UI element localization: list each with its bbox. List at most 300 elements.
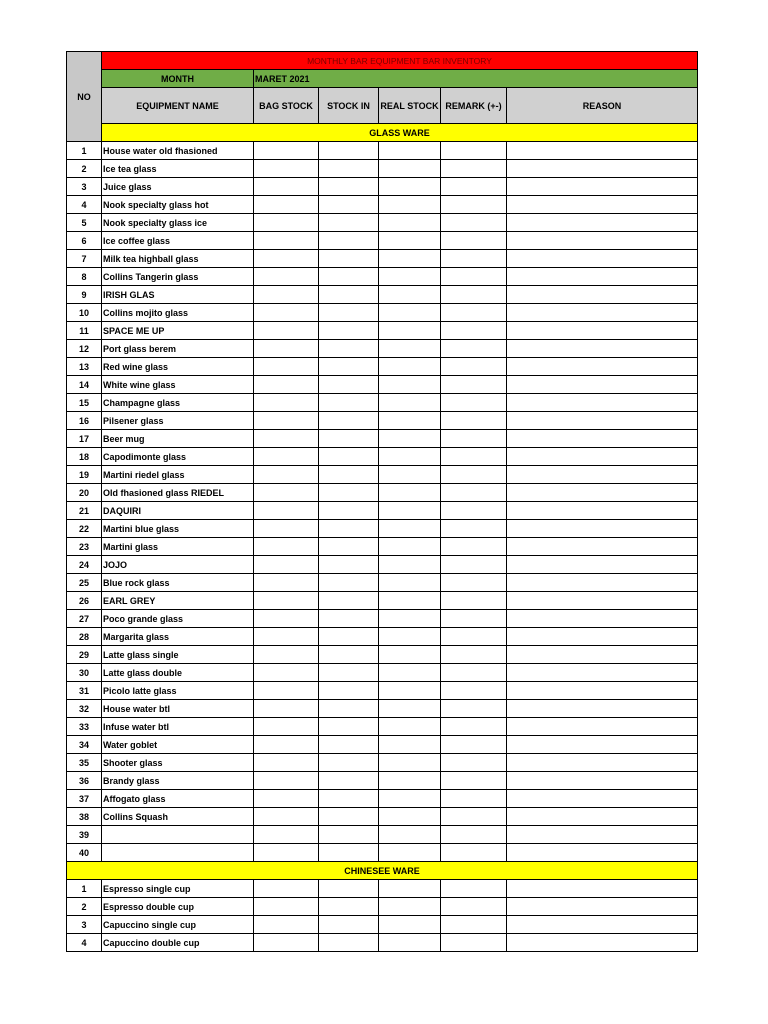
reason-cell[interactable] [507,790,698,808]
reason-cell[interactable] [507,574,698,592]
equipment-name-cell[interactable]: Pilsener glass [102,412,254,430]
reason-cell[interactable] [507,772,698,790]
real-stock-cell[interactable] [379,394,441,412]
reason-cell[interactable] [507,286,698,304]
reason-cell[interactable] [507,628,698,646]
real-stock-cell[interactable] [379,484,441,502]
stock-in-cell[interactable] [319,610,379,628]
real-stock-cell[interactable] [379,898,441,916]
equipment-name-cell[interactable]: Capuccino single cup [102,916,254,934]
reason-cell[interactable] [507,430,698,448]
table-row [67,430,698,448]
remark-cell[interactable] [441,376,507,394]
reason-cell[interactable] [507,880,698,898]
equipment-name-cell[interactable]: Poco grande glass [102,610,254,628]
remark-cell[interactable] [441,808,507,826]
equipment-name-cell[interactable]: Milk tea highball glass [102,250,254,268]
remark-cell[interactable] [441,700,507,718]
equipment-name-cell[interactable]: Margarita glass [102,628,254,646]
real-stock-cell[interactable] [379,214,441,232]
table-row [67,268,698,286]
reason-cell[interactable] [507,646,698,664]
stock-in-cell[interactable] [319,160,379,178]
equipment-name-cell[interactable]: Red wine glass [102,358,254,376]
real-stock-cell[interactable] [379,790,441,808]
table-row [67,394,698,412]
remark-cell[interactable] [441,880,507,898]
remark-cell[interactable] [441,538,507,556]
reason-cell[interactable] [507,664,698,682]
remark-cell[interactable] [441,250,507,268]
real-stock-cell[interactable] [379,736,441,754]
stock-in-cell[interactable] [319,592,379,610]
real-stock-cell[interactable] [379,646,441,664]
equipment-name-cell[interactable] [102,826,254,844]
equipment-name-cell[interactable]: Nook specialty glass hot [102,196,254,214]
reason-cell[interactable] [507,376,698,394]
table-row [67,502,698,520]
equipment-name-cell[interactable]: Picolo latte glass [102,682,254,700]
stock-in-cell[interactable] [319,322,379,340]
stock-in-cell[interactable] [319,448,379,466]
bag-stock-cell[interactable] [254,664,319,682]
bag-stock-cell[interactable] [254,826,319,844]
bag-stock-cell[interactable] [254,538,319,556]
stock-in-cell[interactable] [319,754,379,772]
equipment-name-cell[interactable]: Martini blue glass [102,520,254,538]
reason-cell[interactable] [507,556,698,574]
real-stock-cell[interactable] [379,160,441,178]
equipment-name-cell[interactable]: Beer mug [102,430,254,448]
real-stock-cell[interactable] [379,826,441,844]
remark-cell[interactable] [441,736,507,754]
stock-in-cell[interactable] [319,880,379,898]
real-stock-cell[interactable] [379,574,441,592]
equipment-name-cell[interactable]: Port glass berem [102,340,254,358]
reason-cell[interactable] [507,340,698,358]
bag-stock-cell[interactable] [254,358,319,376]
table-row [67,250,698,268]
stock-in-cell[interactable] [319,682,379,700]
bag-stock-cell[interactable] [254,340,319,358]
stock-in-cell[interactable] [319,934,379,952]
remark-cell[interactable] [441,304,507,322]
real-stock-cell[interactable] [379,700,441,718]
equipment-name-cell[interactable]: White wine glass [102,376,254,394]
reason-cell[interactable] [507,304,698,322]
stock-in-cell[interactable] [319,646,379,664]
section-header-glass-ware: GLASS WARE [102,124,698,142]
no-column-header: NO [67,52,102,142]
equipment-name-cell[interactable]: Affogato glass [102,790,254,808]
reason-cell[interactable] [507,538,698,556]
stock-in-cell[interactable] [319,808,379,826]
reason-cell[interactable] [507,322,698,340]
bag-stock-cell[interactable] [254,754,319,772]
remark-cell[interactable] [441,790,507,808]
bag-stock-cell[interactable] [254,916,319,934]
col-header-stock-in: STOCK IN [319,88,379,124]
real-stock-cell[interactable] [379,808,441,826]
remark-cell[interactable] [441,502,507,520]
remark-cell[interactable] [441,268,507,286]
equipment-name-cell[interactable]: Capodimonte glass [102,448,254,466]
stock-in-cell[interactable] [319,664,379,682]
row-number: 16 [67,412,102,430]
reason-cell[interactable] [507,142,698,160]
table-row [67,916,698,934]
table-row [67,718,698,736]
bag-stock-cell[interactable] [254,142,319,160]
table-row [67,790,698,808]
stock-in-cell[interactable] [319,700,379,718]
stock-in-cell[interactable] [319,430,379,448]
bag-stock-cell[interactable] [254,502,319,520]
bag-stock-cell[interactable] [254,286,319,304]
remark-cell[interactable] [441,772,507,790]
reason-cell[interactable] [507,448,698,466]
row-number: 9 [67,286,102,304]
real-stock-cell[interactable] [379,502,441,520]
equipment-name-cell[interactable]: Latte glass double [102,664,254,682]
bag-stock-cell[interactable] [254,610,319,628]
col-header-remark: REMARK (+-) [441,88,507,124]
inventory-table [66,51,698,952]
real-stock-cell[interactable] [379,682,441,700]
real-stock-cell[interactable] [379,934,441,952]
equipment-name-cell[interactable]: JOJO [102,556,254,574]
stock-in-cell[interactable] [319,628,379,646]
equipment-name-cell[interactable]: IRISH GLAS [102,286,254,304]
stock-in-cell[interactable] [319,178,379,196]
real-stock-cell[interactable] [379,664,441,682]
equipment-name-cell[interactable]: Champagne glass [102,394,254,412]
equipment-name-cell[interactable]: Ice coffee glass [102,232,254,250]
equipment-name-cell[interactable]: Juice glass [102,178,254,196]
bag-stock-cell[interactable] [254,448,319,466]
bag-stock-cell[interactable] [254,394,319,412]
stock-in-cell[interactable] [319,286,379,304]
real-stock-cell[interactable] [379,430,441,448]
bag-stock-cell[interactable] [254,268,319,286]
reason-cell[interactable] [507,610,698,628]
bag-stock-cell[interactable] [254,250,319,268]
bag-stock-cell[interactable] [254,520,319,538]
reason-cell[interactable] [507,466,698,484]
bag-stock-cell[interactable] [254,682,319,700]
row-number: 30 [67,664,102,682]
stock-in-cell[interactable] [319,574,379,592]
bag-stock-cell[interactable] [254,592,319,610]
remark-cell[interactable] [441,718,507,736]
bag-stock-cell[interactable] [254,898,319,916]
real-stock-cell[interactable] [379,142,441,160]
real-stock-cell[interactable] [379,232,441,250]
remark-cell[interactable] [441,754,507,772]
table-row [67,844,698,862]
bag-stock-cell[interactable] [254,430,319,448]
remark-cell[interactable] [441,286,507,304]
reason-cell[interactable] [507,250,698,268]
remark-cell[interactable] [441,574,507,592]
equipment-name-cell[interactable]: Collins Squash [102,808,254,826]
real-stock-cell[interactable] [379,250,441,268]
equipment-name-cell[interactable]: DAQUIRI [102,502,254,520]
remark-cell[interactable] [441,682,507,700]
equipment-name-cell[interactable]: Collins mojito glass [102,304,254,322]
row-number: 10 [67,304,102,322]
remark-cell[interactable] [441,484,507,502]
table-row [67,682,698,700]
table-row [67,142,698,160]
real-stock-cell[interactable] [379,772,441,790]
reason-cell[interactable] [507,736,698,754]
remark-cell[interactable] [441,448,507,466]
table-row [67,304,698,322]
stock-in-cell[interactable] [319,340,379,358]
remark-cell[interactable] [441,178,507,196]
equipment-name-cell[interactable]: Ice tea glass [102,160,254,178]
reason-cell[interactable] [507,178,698,196]
bag-stock-cell[interactable] [254,214,319,232]
reason-cell[interactable] [507,268,698,286]
real-stock-cell[interactable] [379,340,441,358]
bag-stock-cell[interactable] [254,322,319,340]
bag-stock-cell[interactable] [254,160,319,178]
bag-stock-cell[interactable] [254,736,319,754]
row-number: 29 [67,646,102,664]
stock-in-cell[interactable] [319,484,379,502]
reason-cell[interactable] [507,754,698,772]
real-stock-cell[interactable] [379,358,441,376]
bag-stock-cell[interactable] [254,412,319,430]
remark-cell[interactable] [441,196,507,214]
bag-stock-cell[interactable] [254,718,319,736]
real-stock-cell[interactable] [379,844,441,862]
remark-cell[interactable] [441,322,507,340]
real-stock-cell[interactable] [379,286,441,304]
real-stock-cell[interactable] [379,376,441,394]
stock-in-cell[interactable] [319,790,379,808]
reason-cell[interactable] [507,196,698,214]
reason-cell[interactable] [507,232,698,250]
bag-stock-cell[interactable] [254,790,319,808]
row-number: 17 [67,430,102,448]
bag-stock-cell[interactable] [254,232,319,250]
bag-stock-cell[interactable] [254,304,319,322]
reason-cell[interactable] [507,808,698,826]
stock-in-cell[interactable] [319,358,379,376]
table-row [67,646,698,664]
remark-cell[interactable] [441,646,507,664]
bag-stock-cell[interactable] [254,376,319,394]
row-number: 34 [67,736,102,754]
reason-cell[interactable] [507,592,698,610]
reason-cell[interactable] [507,520,698,538]
equipment-name-cell[interactable]: Espresso double cup [102,898,254,916]
remark-cell[interactable] [441,466,507,484]
equipment-name-cell[interactable]: SPACE ME UP [102,322,254,340]
real-stock-cell[interactable] [379,178,441,196]
remark-cell[interactable] [441,664,507,682]
reason-cell[interactable] [507,682,698,700]
bag-stock-cell[interactable] [254,466,319,484]
bag-stock-cell[interactable] [254,574,319,592]
reason-cell[interactable] [507,916,698,934]
remark-cell[interactable] [441,610,507,628]
equipment-name-cell[interactable]: Old fhasioned glass RIEDEL [102,484,254,502]
bag-stock-cell[interactable] [254,772,319,790]
real-stock-cell[interactable] [379,322,441,340]
stock-in-cell[interactable] [319,538,379,556]
equipment-name-cell[interactable]: Infuse water btl [102,718,254,736]
bag-stock-cell[interactable] [254,484,319,502]
reason-cell[interactable] [507,412,698,430]
stock-in-cell[interactable] [319,898,379,916]
remark-cell[interactable] [441,340,507,358]
equipment-name-cell[interactable]: Martini glass [102,538,254,556]
remark-cell[interactable] [441,412,507,430]
remark-cell[interactable] [441,916,507,934]
remark-cell[interactable] [441,358,507,376]
real-stock-cell[interactable] [379,610,441,628]
month-value-cell[interactable]: MARET 2021 [254,70,698,88]
real-stock-cell[interactable] [379,304,441,322]
remark-cell[interactable] [441,934,507,952]
equipment-name-cell[interactable]: Latte glass single [102,646,254,664]
remark-cell[interactable] [441,628,507,646]
reason-cell[interactable] [507,826,698,844]
equipment-name-cell[interactable]: Blue rock glass [102,574,254,592]
equipment-name-cell[interactable]: Water goblet [102,736,254,754]
equipment-name-cell[interactable]: Nook specialty glass ice [102,214,254,232]
stock-in-cell[interactable] [319,520,379,538]
real-stock-cell[interactable] [379,538,441,556]
remark-cell[interactable] [441,844,507,862]
remark-cell[interactable] [441,142,507,160]
real-stock-cell[interactable] [379,718,441,736]
real-stock-cell[interactable] [379,754,441,772]
equipment-name-cell[interactable]: Brandy glass [102,772,254,790]
stock-in-cell[interactable] [319,214,379,232]
bag-stock-cell[interactable] [254,196,319,214]
bag-stock-cell[interactable] [254,178,319,196]
stock-in-cell[interactable] [319,232,379,250]
equipment-name-cell[interactable]: EARL GREY [102,592,254,610]
remark-cell[interactable] [441,232,507,250]
table-row [67,484,698,502]
reason-cell[interactable] [507,214,698,232]
reason-cell[interactable] [507,934,698,952]
bag-stock-cell[interactable] [254,844,319,862]
table-row [67,556,698,574]
remark-cell[interactable] [441,520,507,538]
real-stock-cell[interactable] [379,628,441,646]
real-stock-cell[interactable] [379,592,441,610]
stock-in-cell[interactable] [319,772,379,790]
remark-cell[interactable] [441,826,507,844]
stock-in-cell[interactable] [319,466,379,484]
reason-cell[interactable] [507,844,698,862]
stock-in-cell[interactable] [319,718,379,736]
equipment-name-cell[interactable]: House water btl [102,700,254,718]
real-stock-cell[interactable] [379,916,441,934]
reason-cell[interactable] [507,898,698,916]
bag-stock-cell[interactable] [254,934,319,952]
equipment-name-cell[interactable] [102,844,254,862]
stock-in-cell[interactable] [319,394,379,412]
bag-stock-cell[interactable] [254,808,319,826]
stock-in-cell[interactable] [319,502,379,520]
stock-in-cell[interactable] [319,826,379,844]
bag-stock-cell[interactable] [254,880,319,898]
table-row [67,448,698,466]
stock-in-cell[interactable] [319,304,379,322]
bag-stock-cell[interactable] [254,556,319,574]
table-row [67,592,698,610]
stock-in-cell[interactable] [319,736,379,754]
real-stock-cell[interactable] [379,556,441,574]
reason-cell[interactable] [507,484,698,502]
stock-in-cell[interactable] [319,250,379,268]
remark-cell[interactable] [441,430,507,448]
equipment-name-cell[interactable]: Espresso single cup [102,880,254,898]
real-stock-cell[interactable] [379,448,441,466]
remark-cell[interactable] [441,394,507,412]
row-number: 1 [67,880,102,898]
remark-cell[interactable] [441,556,507,574]
remark-cell[interactable] [441,214,507,232]
real-stock-cell[interactable] [379,880,441,898]
stock-in-cell[interactable] [319,412,379,430]
remark-cell[interactable] [441,160,507,178]
reason-cell[interactable] [507,718,698,736]
reason-cell[interactable] [507,394,698,412]
equipment-name-cell[interactable]: Martini riedel glass [102,466,254,484]
table-row [67,808,698,826]
stock-in-cell[interactable] [319,196,379,214]
row-number: 3 [67,916,102,934]
reason-cell[interactable] [507,502,698,520]
reason-cell[interactable] [507,160,698,178]
stock-in-cell[interactable] [319,916,379,934]
equipment-name-cell[interactable]: Capuccino double cup [102,934,254,952]
stock-in-cell[interactable] [319,376,379,394]
equipment-name-cell[interactable]: Collins Tangerin glass [102,268,254,286]
stock-in-cell[interactable] [319,142,379,160]
row-number: 18 [67,448,102,466]
remark-cell[interactable] [441,898,507,916]
reason-cell[interactable] [507,358,698,376]
table-row [67,412,698,430]
bag-stock-cell[interactable] [254,700,319,718]
real-stock-cell[interactable] [379,268,441,286]
stock-in-cell[interactable] [319,556,379,574]
real-stock-cell[interactable] [379,466,441,484]
equipment-name-cell[interactable]: House water old fhasioned [102,142,254,160]
stock-in-cell[interactable] [319,844,379,862]
real-stock-cell[interactable] [379,520,441,538]
table-row [67,520,698,538]
bag-stock-cell[interactable] [254,646,319,664]
bag-stock-cell[interactable] [254,628,319,646]
remark-cell[interactable] [441,592,507,610]
stock-in-cell[interactable] [319,268,379,286]
real-stock-cell[interactable] [379,412,441,430]
reason-cell[interactable] [507,700,698,718]
real-stock-cell[interactable] [379,196,441,214]
equipment-name-cell[interactable]: Shooter glass [102,754,254,772]
